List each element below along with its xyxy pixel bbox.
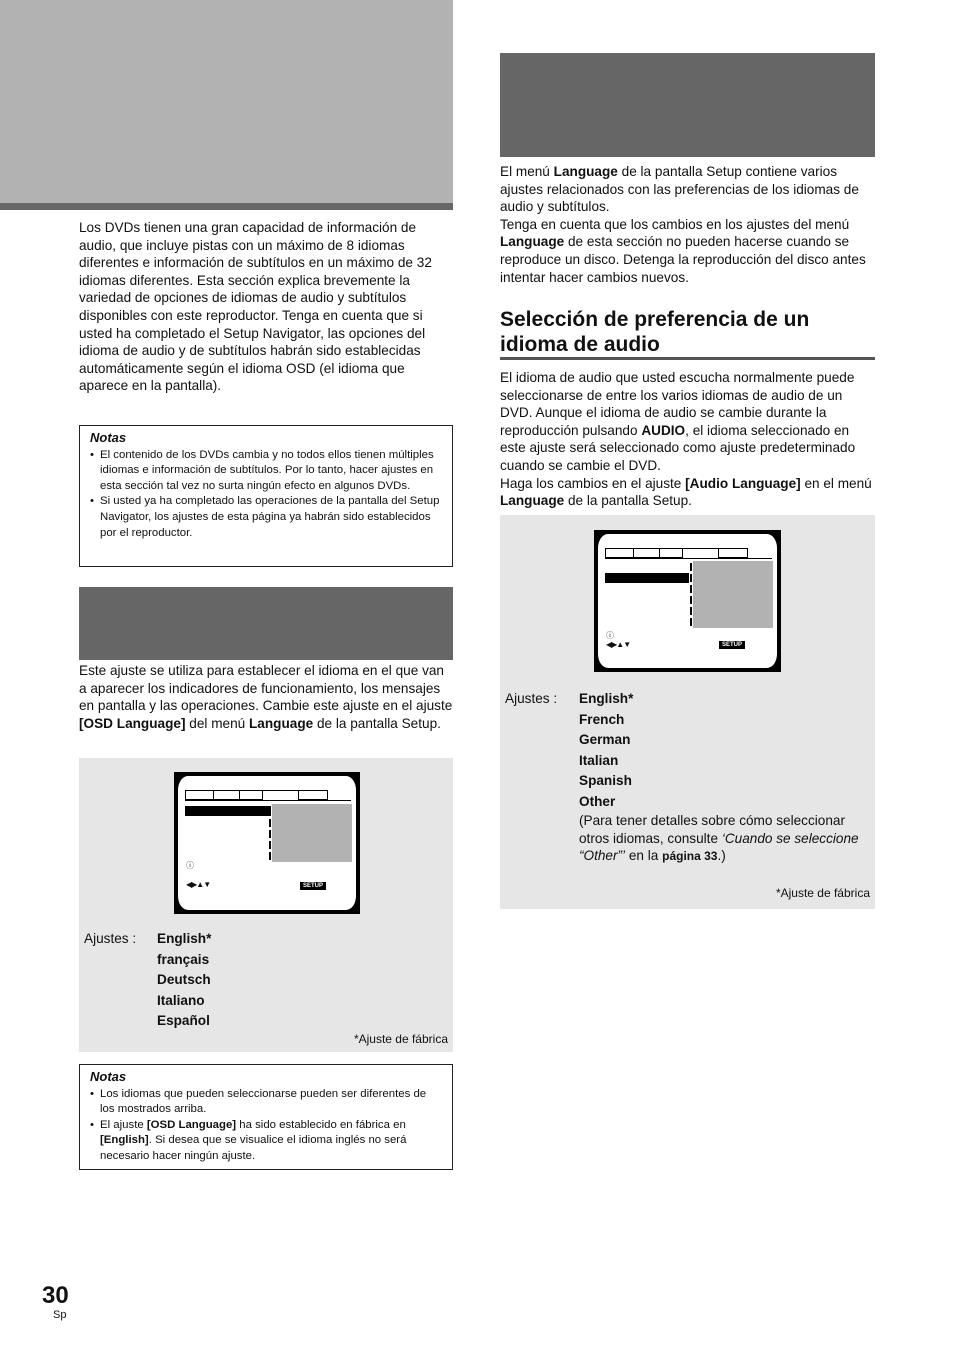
osd-section-banner [79,587,453,660]
factory-default-note: *Ajuste de fábrica [775,886,870,900]
audio-options-list [579,689,633,812]
screen-marker [690,618,692,626]
navigation-arrows-icon: ◀▶▲▼ [186,880,211,889]
screen-marker [269,852,271,860]
screen-marker [690,607,692,615]
info-icon: ⓘ [186,861,194,870]
screen-tab [185,790,214,800]
screen-marker [690,585,692,593]
screen-rule [185,800,351,801]
section-banner-top-left [0,0,453,203]
screen-selected-row [605,573,689,583]
osd-options-list [157,929,211,1032]
note-item: • Si usted ya ha completado las operaciones de la pantalla del Setup Navigator, los ajustes de esta página ya habrán sido establecidos por el reproductor. [100,494,442,541]
screen-value-area [693,561,773,628]
note-item: • Los idiomas que pueden seleccionarse pueden ser diferentes de los mostrados arriba. [100,1087,442,1118]
screen-tab [718,548,748,558]
screen-value-area [272,804,352,862]
screen-tab [213,790,240,800]
screen-marker [690,574,692,582]
language-intro-p2: Tenga en cuenta que los cambios en los ajustes del menú Language de esta sección no pueden hacerse cuando se reproduce un disco. Detenga la reproducción del disco antes intentar hacer cambios nuevos. [500,216,866,285]
screen-marker [690,563,692,571]
notes-box-2 [79,1064,453,1170]
settings-label: Ajustes : [505,691,558,706]
language-section-banner [500,53,875,157]
navigation-arrows-icon: ◀▶▲▼ [606,640,631,649]
notes-title: Notas [90,1069,127,1084]
page-language: Sp [53,1309,67,1321]
screen-marker [269,841,271,849]
osd-paragraph: Este ajuste se utiliza para establecer el idioma en el que van a aparecer los indicadores de funcionamiento, los mensajes en pantalla y las operaciones. Cambie este ajuste en el ajuste [OSD Language] del menú Language de la pantalla Setup. [79,663,453,731]
osd-screen-illustration [174,772,360,914]
factory-default-note: *Ajuste de fábrica [353,1032,448,1046]
option-item: English* [579,691,634,706]
option-item: Italiano [157,992,205,1008]
note-item: • El ajuste [OSD Language] ha sido establecido en fábrica en [English]. Si desea que se visualice el idioma inglés no será necesario hacer ningún ajuste. [100,1118,442,1165]
option-item: German [579,732,631,747]
screen-tab [659,548,683,558]
language-intro [500,163,875,286]
screen-marker [269,819,271,827]
banner-underline [0,203,453,210]
screen-tab [298,790,328,800]
screen-marker [690,596,692,604]
option-item: Deutsch [157,972,211,987]
screen-tab [605,548,634,558]
other-language-note: (Para tener detalles sobre cómo seleccionar otros idiomas, consulte ‘Cuando se seleccione “Other”’ en la página 33.) [579,813,859,863]
setup-tag: SETUP [719,641,745,649]
notes-title: Notas [90,430,127,445]
option-item: English* [157,931,212,946]
screen-rule [605,558,772,559]
audio-p1: El idioma de audio que usted escucha normalmente puede seleccionarse de entre los varios idiomas de audio de un DVD. Aunque el idioma de audio se cambie durante la reproducción pulsando AUDIO, el idioma seleccionado en este ajuste será seleccionado como ajuste predeterminado cuando se cambie el DVD. [500,370,856,473]
setup-tag: SETUP [300,882,326,890]
heading-underline [500,357,875,360]
screen-marker [269,806,271,816]
option-item: Spanish [579,773,632,788]
screen-tab [682,548,719,558]
audio-paragraphs [500,369,875,510]
note-item: • El contenido de los DVDs cambia y no todos ellos tienen múltiples idiomas e información de subtítulos. Por lo tanto, hacer ajustes en esta sección tal vez no surta ningún efecto en algunos DVDs. [100,448,442,495]
language-intro-p1: El menú Language de la pantalla Setup contiene varios ajustes relacionados con las preferencias de los idiomas de audio y subtítulos. [500,164,859,215]
option-item: Other [579,793,616,809]
audio-section-heading: Selección de preferencia de un idioma de audio [500,308,810,356]
audio-settings-panel [500,515,875,909]
option-item: Español [157,1013,210,1028]
screen-tab [239,790,263,800]
notes-box-1 [79,425,453,567]
option-item: French [579,711,625,727]
osd-settings-panel [79,758,453,1052]
settings-label: Ajustes : [84,931,137,946]
intro-paragraph: Los DVDs tienen una gran capacidad de información de audio, que incluye pistas con un máximo de 8 idiomas diferentes e información de subtítulos en un máximo de 32 idiomas diferentes. Esta sección explica brevemente la variedad de opciones de idiomas de audio y subtítulos disponibles con este reproductor. Tenga en cuenta que si usted ha completado el Setup Navigator, las opciones del idioma de audio y de subtítulos habrán sido establecidas automáticamente según el idioma OSD (el idioma que aparece en la pantalla). [79,220,432,394]
audio-screen-illustration [594,530,781,672]
screen-marker [269,830,271,838]
screen-tab [633,548,660,558]
option-item: Italian [579,752,619,768]
screen-selected-row [185,806,269,816]
option-item: français [157,951,210,967]
audio-p2: Haga los cambios en el ajuste [Audio Language] en el menú Language de la pantalla Setup. [500,475,872,509]
info-icon: ⓘ [606,631,614,640]
page-number: 30 [42,1282,69,1309]
screen-tab [262,790,299,800]
